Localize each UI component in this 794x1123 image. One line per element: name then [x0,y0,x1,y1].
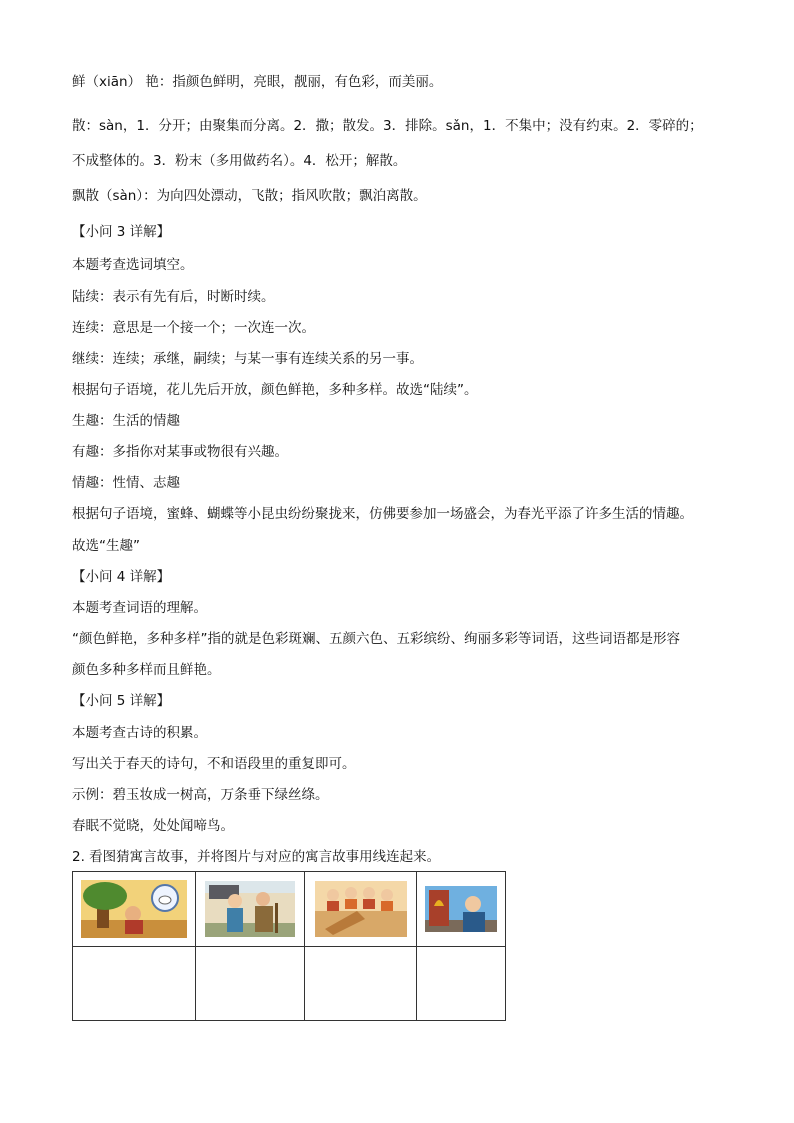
text-line: 本题考查词语的理解。 [72,600,207,616]
picture-cell [73,872,196,947]
text-line: 陆续：表示有先有后，时断时续。 [72,289,275,305]
answer-cell[interactable] [305,947,417,1021]
question-2: 2. 看图猜寓言故事，并将图片与对应的寓言故事用线连起来。 [72,849,441,865]
text-line: 本题考查选词填空。 [72,257,194,273]
matching-table [72,871,506,1021]
text-line: 根据句子语境，蜜蜂、蝴蝶等小昆虫纷纷聚拢来，仿佛要参加一场盛会，为春光平添了许多生活的情趣。 [72,506,693,522]
text-line: 故选“生趣” [72,538,140,554]
picture-cell [305,872,417,947]
text-line: 春眠不觉晓，处处闻啼鸟。 [72,818,234,834]
text-line: 写出关于春天的诗句，不和语段里的重复即可。 [72,756,356,772]
text-line: 情趣：性情、志趣 [72,475,180,491]
section-heading-q5: 【小问 5 详解】 [72,693,171,709]
musicians-picture-icon [315,881,407,937]
text-line: 示例：碧玉妆成一树高，万条垂下绿丝绦。 [72,787,329,803]
definition-san-1: 散：sàn，1．分开；由聚集而分离。2．撒；散发。3．排除。sǎn，1．不集中；没有约束。2．零碎的； [72,118,703,134]
two-men-picture-icon [205,881,295,937]
tree-rabbit-picture-icon [81,880,187,938]
text-line: 继续：连续；承继，嗣续；与某一事有连续关系的另一事。 [72,351,423,367]
answer-cell[interactable] [196,947,305,1021]
section-heading-q3: 【小问 3 详解】 [72,224,171,240]
text-line: 颜色多种多样而且鲜艳。 [72,662,221,678]
picture-cell [196,872,305,947]
picture-cell [417,872,506,947]
definition-piaosan: 飘散（sàn）：为向四处漂动，飞散；指风吹散；飘泊离散。 [72,188,427,204]
bell-thief-picture-icon [425,886,497,932]
definition-xianyan: 鲜（xiān） 艳：指颜色鲜明，亮眼，靓丽，有色彩，而美丽。 [72,74,443,90]
answer-cell[interactable] [417,947,506,1021]
picture-row [73,872,506,947]
section-heading-q4: 【小问 4 详解】 [72,569,171,585]
text-line: “颜色鲜艳，多种多样”指的就是色彩斑斓、五颜六色、五彩缤纷、绚丽多彩等词语，这些词语都是形容 [72,631,680,647]
text-line: 有趣：多指你对某事或物很有兴趣。 [72,444,288,460]
text-line: 生趣：生活的情趣 [72,413,180,429]
answer-cell[interactable] [73,947,196,1021]
text-line: 根据句子语境，花儿先后开放，颜色鲜艳，多种多样。故选“陆续”。 [72,382,478,398]
text-line: 连续：意思是一个接一个；一次连一次。 [72,320,315,336]
text-line: 本题考查古诗的积累。 [72,725,207,741]
definition-san-2: 不成整体的。3．粉末（多用做药名）。4．松开；解散。 [72,153,407,169]
answer-row [73,947,506,1021]
